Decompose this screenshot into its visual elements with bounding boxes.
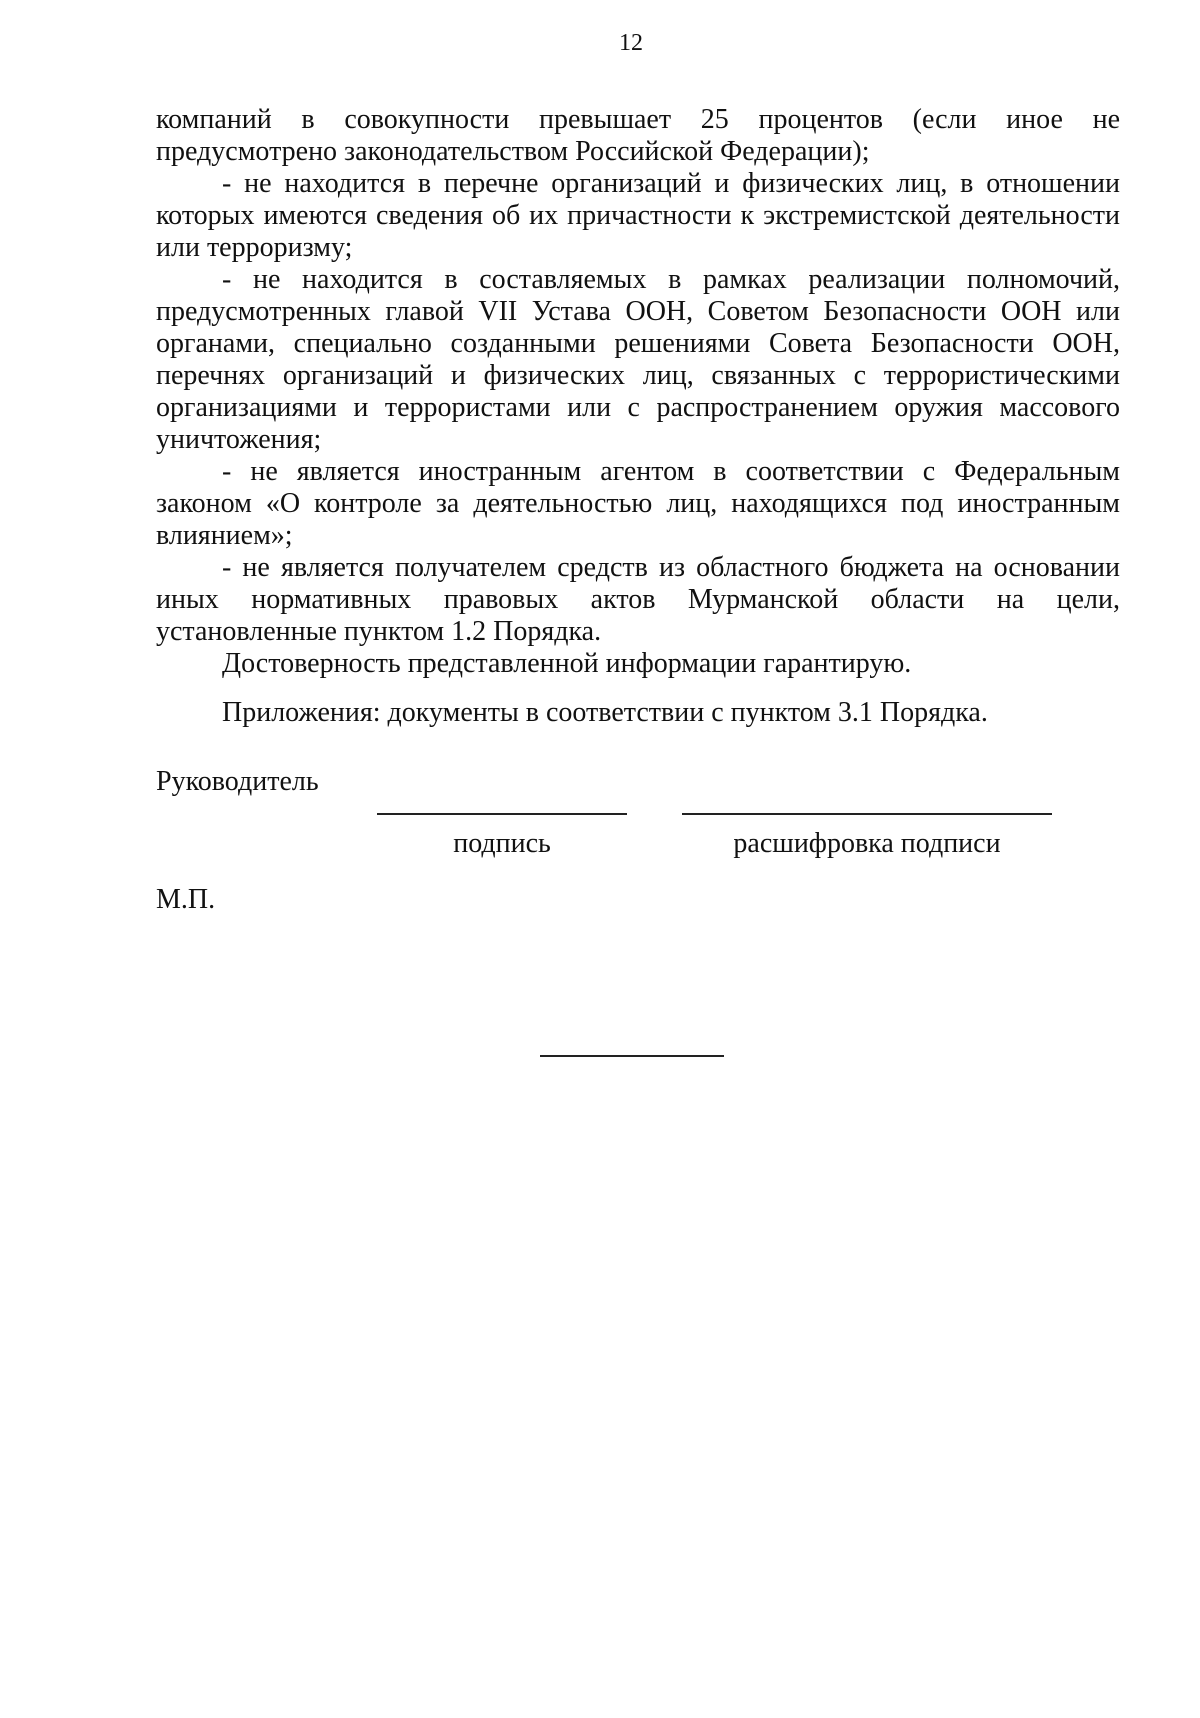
page-number: 12 (619, 30, 643, 56)
body-text (156, 104, 1120, 680)
end-divider (540, 1055, 724, 1057)
paragraph-extremism-list: - не находится в перечне организаций и физических лиц, в отношении которых имеются сведения об их причастности к экстремистской деятельности или терроризму; (156, 168, 1120, 263)
name-caption: расшифровка подписи (733, 828, 1001, 859)
paragraph-un-list: - не находится в составляемых в рамках реализации полномочий, предусмотренных главой VII Устава ООН, Советом Безопасности ООН или органами, специально созданными решениями Совета Безопасности ООН, перечнях организаций и физических лиц, связанных с террористическими организациями и террористами или с распространением оружия массового уничтожения; (156, 264, 1120, 455)
paragraph-foreign-agent: - не является иностранным агентом в соответствии с Федеральным законом «О контроле за деятельностью лиц, находящихся под иностранным влиянием»; (156, 456, 1120, 551)
signature-caption: подпись (453, 828, 551, 859)
paragraph-ownership: компаний в совокупности превышает 25 процентов (если иное не предусмотрено законодательством Российской Федерации); (156, 104, 1120, 167)
attachments-note: Приложения: документы в соответствии с пунктом 3.1 Порядка. (222, 697, 988, 728)
name-line (682, 813, 1052, 815)
paragraph-guarantee: Достоверность представленной информации гарантирую. (222, 648, 912, 679)
signature-line (377, 813, 627, 815)
paragraph-budget: - не является получателем средств из областного бюджета на основании иных нормативных правовых актов Мурманской области на цели, установленные пунктом 1.2 Порядка. (156, 552, 1120, 647)
role-label: Руководитель (156, 766, 319, 797)
stamp-label: М.П. (156, 884, 216, 915)
